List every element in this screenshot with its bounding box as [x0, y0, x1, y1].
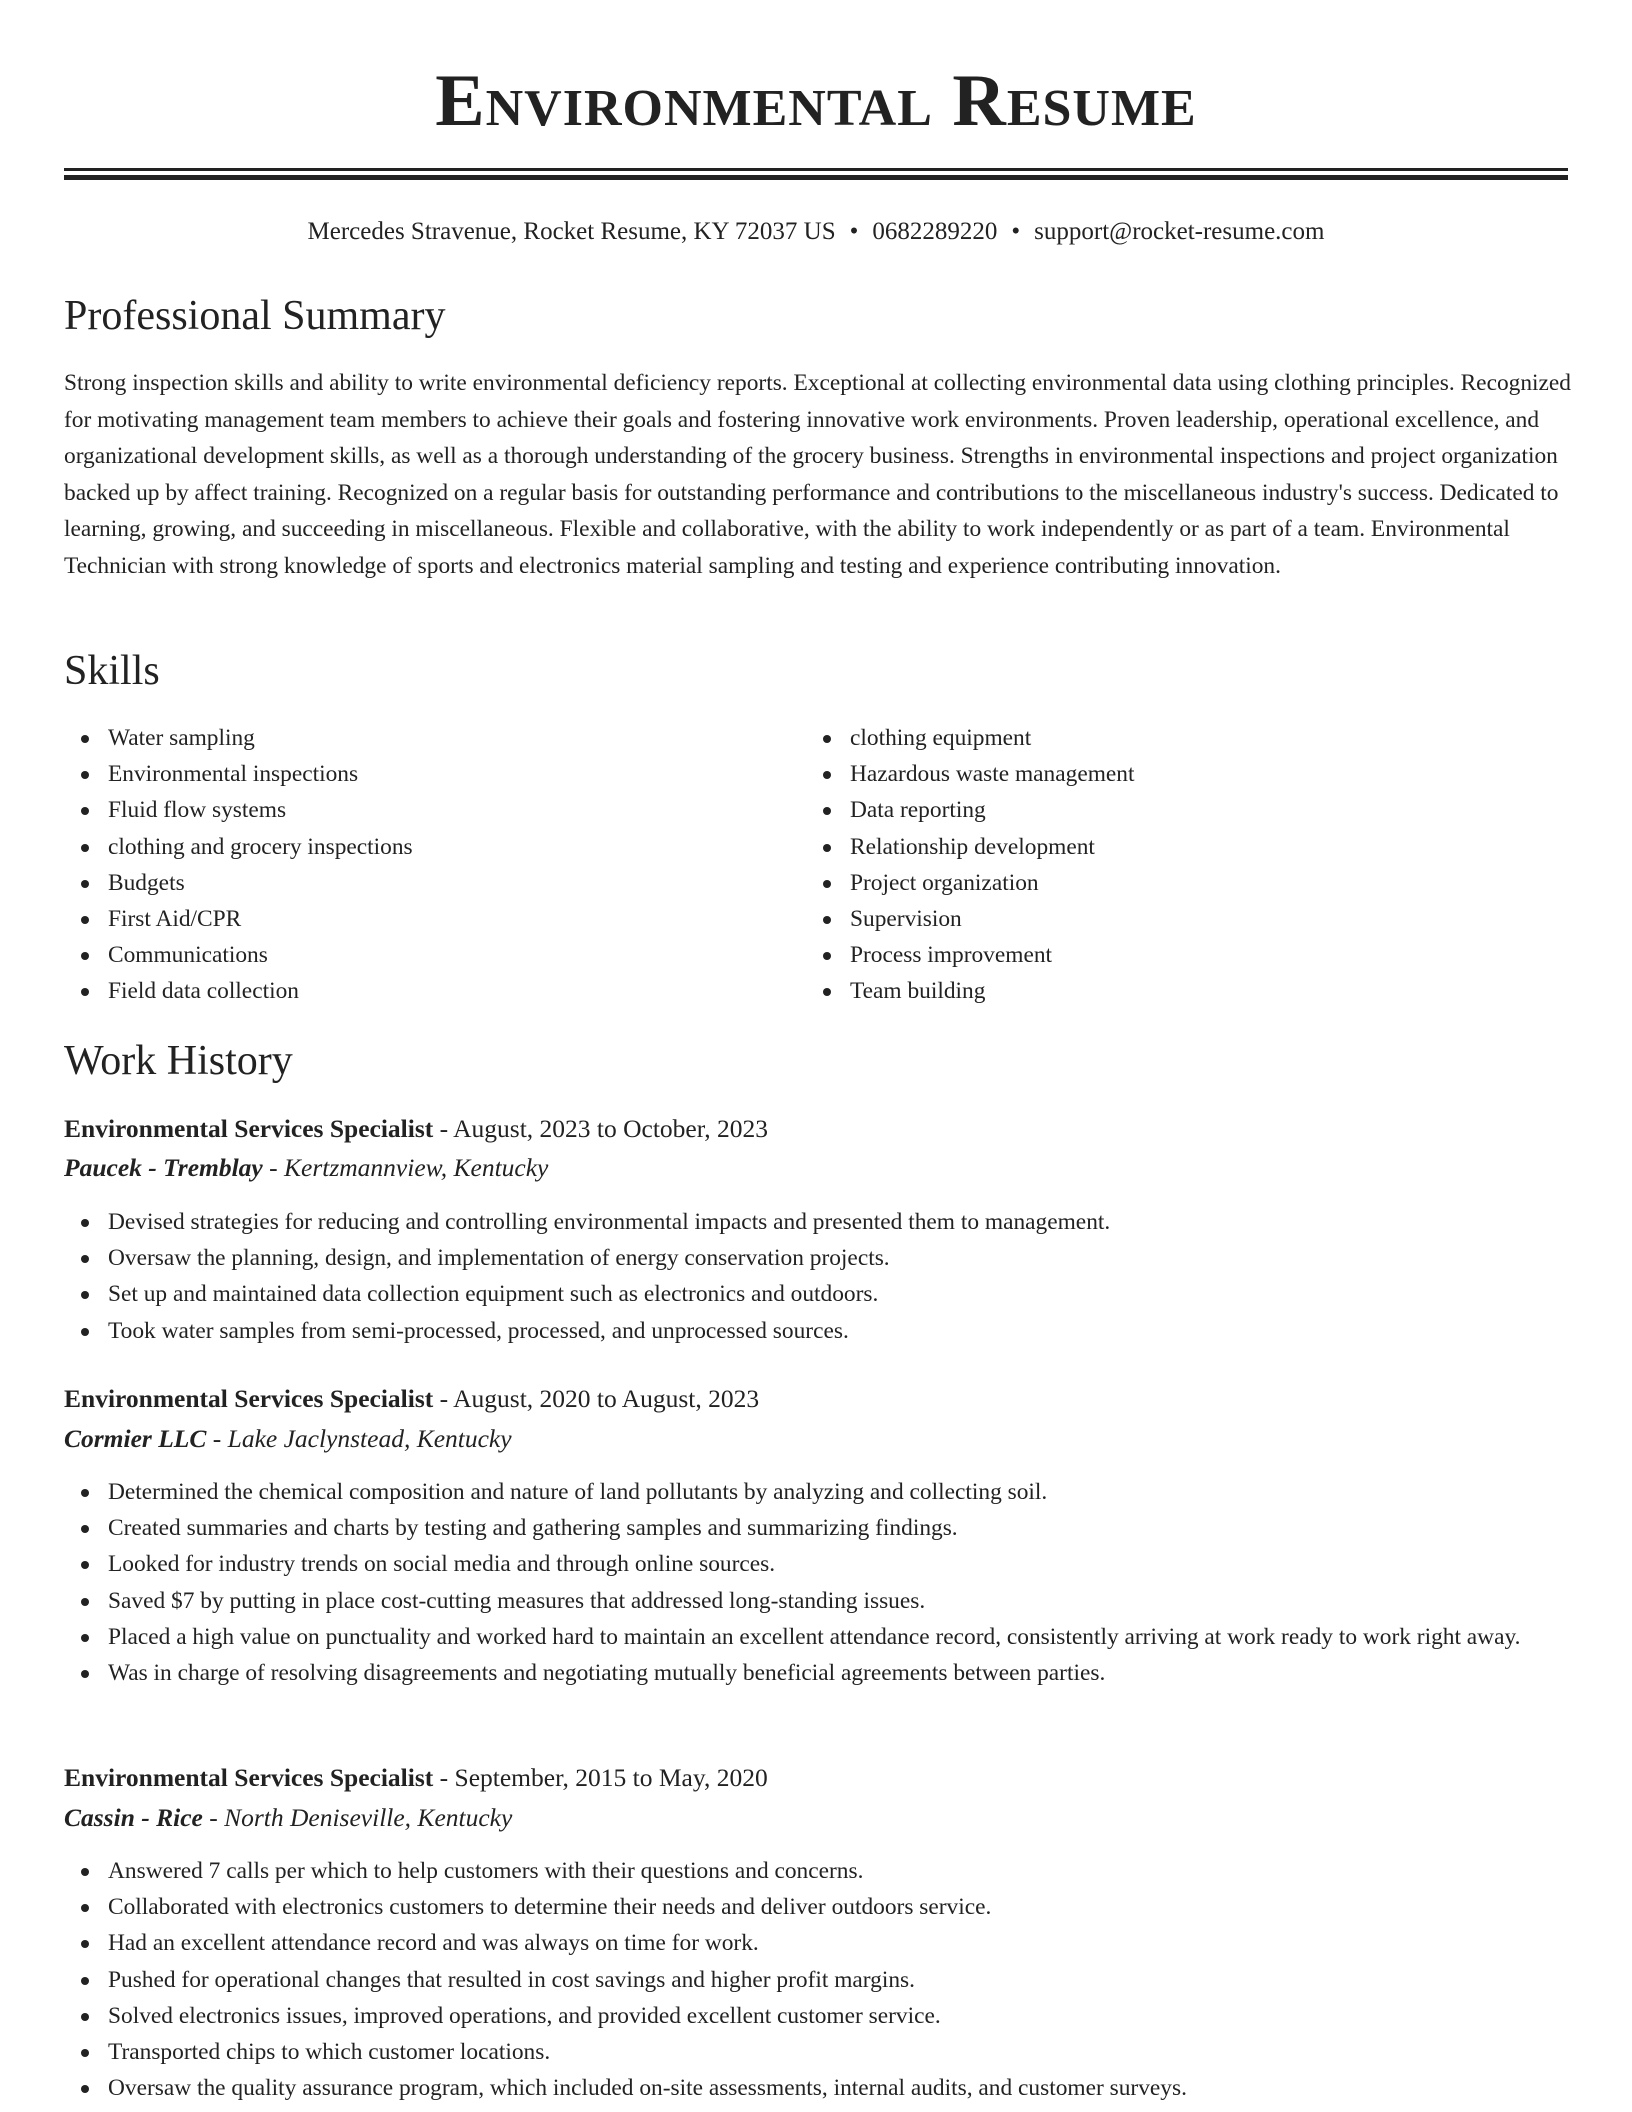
job-location: Kertzmannview, Kentucky	[284, 1153, 549, 1182]
job-company-line	[64, 1150, 548, 1186]
title-rule-thin	[64, 168, 1568, 171]
contact-separator: •	[849, 218, 859, 245]
summary-heading: Professional Summary	[64, 293, 446, 339]
job-duty: Solved electronics issues, improved operations, and provided excellent customer service.	[64, 1998, 1574, 2034]
resume-title: Environmental Resume	[435, 60, 1197, 142]
skill-item: Environmental inspections	[64, 756, 764, 792]
job-title-line	[64, 1111, 768, 1147]
job-company: Cassin - Rice	[64, 1803, 203, 1832]
job-duty: Looked for industry trends on social media and through online sources.	[64, 1546, 1574, 1582]
skill-item: Communications	[64, 937, 764, 973]
dash: -	[206, 1424, 228, 1453]
job-duties-list	[64, 1853, 1574, 2106]
job-dates: September, 2015 to May, 2020	[454, 1763, 768, 1792]
contact-phone: 0682289220	[872, 218, 998, 245]
job-duty: Devised strategies for reducing and controlling environmental impacts and presented them to management.	[64, 1204, 1574, 1240]
job-company-line	[64, 1800, 512, 1836]
skill-item: clothing equipment	[806, 720, 1506, 756]
dash: -	[433, 1763, 455, 1792]
job-location: Lake Jaclynstead, Kentucky	[227, 1424, 512, 1453]
skill-item: Project organization	[806, 865, 1506, 901]
job-duty: Oversaw the planning, design, and implementation of energy conservation projects.	[64, 1240, 1574, 1276]
skill-item: Fluid flow systems	[64, 792, 764, 828]
skill-item: Relationship development	[806, 829, 1506, 865]
skill-item: Process improvement	[806, 937, 1506, 973]
skill-item: clothing and grocery inspections	[64, 829, 764, 865]
skill-item: Hazardous waste management	[806, 756, 1506, 792]
skills-list-left	[64, 720, 764, 1010]
contact-address: Mercedes Stravenue, Rocket Resume, KY 72037 US	[307, 218, 836, 245]
job-title-line	[64, 1760, 768, 1796]
skills-list-right	[806, 720, 1506, 1010]
job-duty: Collaborated with electronics customers to determine their needs and deliver outdoors service.	[64, 1889, 1574, 1925]
title-rule-thick	[64, 175, 1568, 180]
job-duty: Placed a high value on punctuality and worked hard to maintain an excellent attendance record, consistently arriving at work ready to work right away.	[64, 1619, 1574, 1655]
skill-item: Data reporting	[806, 792, 1506, 828]
job-duties-list	[64, 1204, 1574, 1349]
job-company: Paucek - Tremblay	[64, 1153, 263, 1182]
job-duty: Determined the chemical composition and nature of land pollutants by analyzing and collecting soil.	[64, 1474, 1574, 1510]
job-duty: Pushed for operational changes that resulted in cost savings and higher profit margins.	[64, 1962, 1574, 1998]
job-duty: Answered 7 calls per which to help customers with their questions and concerns.	[64, 1853, 1574, 1889]
job-title-line	[64, 1381, 759, 1417]
skill-item: Budgets	[64, 865, 764, 901]
work-history-heading: Work History	[64, 1038, 293, 1084]
contact-separator: •	[1011, 218, 1021, 245]
contact-email: support@rocket-resume.com	[1034, 218, 1325, 245]
skills-heading: Skills	[64, 648, 160, 694]
job-company-line	[64, 1421, 512, 1457]
job-title: Environmental Services Specialist	[64, 1384, 434, 1413]
job-dates: August, 2020 to August, 2023	[453, 1384, 760, 1413]
contact-line	[64, 214, 1568, 250]
job-dates: August, 2023 to October, 2023	[453, 1114, 768, 1143]
job-duties-list	[64, 1474, 1574, 1691]
skill-item: Team building	[806, 973, 1506, 1009]
job-title: Environmental Services Specialist	[64, 1114, 434, 1143]
job-duty: Saved $7 by putting in place cost-cutting measures that addressed long-standing issues.	[64, 1583, 1574, 1619]
job-duty: Set up and maintained data collection equipment such as electronics and outdoors.	[64, 1276, 1574, 1312]
job-duty: Oversaw the quality assurance program, which included on-site assessments, internal audits, and customer surveys.	[64, 2070, 1574, 2106]
job-duty: Took water samples from semi-processed, processed, and unprocessed sources.	[64, 1313, 1574, 1349]
job-location: North Deniseville, Kentucky	[224, 1803, 513, 1832]
job-company: Cormier LLC	[64, 1424, 207, 1453]
job-duty: Was in charge of resolving disagreements and negotiating mutually beneficial agreements between parties.	[64, 1655, 1574, 1691]
skill-item: Water sampling	[64, 720, 764, 756]
dash: -	[202, 1803, 225, 1832]
dash: -	[262, 1153, 284, 1182]
job-title: Environmental Services Specialist	[64, 1763, 434, 1792]
summary-text: Strong inspection skills and ability to write environmental deficiency reports. Exceptional at collecting environmental data using clothing principles. Recognized for motivating management team members to achieve their goals and fostering innovative work environments. Proven leadership, operational excellence, and organizational development skills, as well as a thorough understanding of the grocery business. Strengths in environmental inspections and project organization backed up by affect training. Recognized on a regular basis for outstanding performance and contributions to the miscellaneous industry's success. Dedicated to learning, growing, and succeeding in miscellaneous. Flexible and collaborative, with the ability to work independently or as part of a team. Environmental Technician with strong knowledge of sports and electronics material sampling and testing and experience contributing innovation.	[64, 370, 1571, 579]
skill-item: Supervision	[806, 901, 1506, 937]
job-duty: Transported chips to which customer locations.	[64, 2034, 1574, 2070]
skill-item: First Aid/CPR	[64, 901, 764, 937]
skill-item: Field data collection	[64, 973, 764, 1009]
dash: -	[433, 1384, 454, 1413]
dash: -	[433, 1114, 454, 1143]
job-duty: Had an excellent attendance record and was always on time for work.	[64, 1925, 1574, 1961]
job-duty: Created summaries and charts by testing and gathering samples and summarizing findings.	[64, 1510, 1574, 1546]
